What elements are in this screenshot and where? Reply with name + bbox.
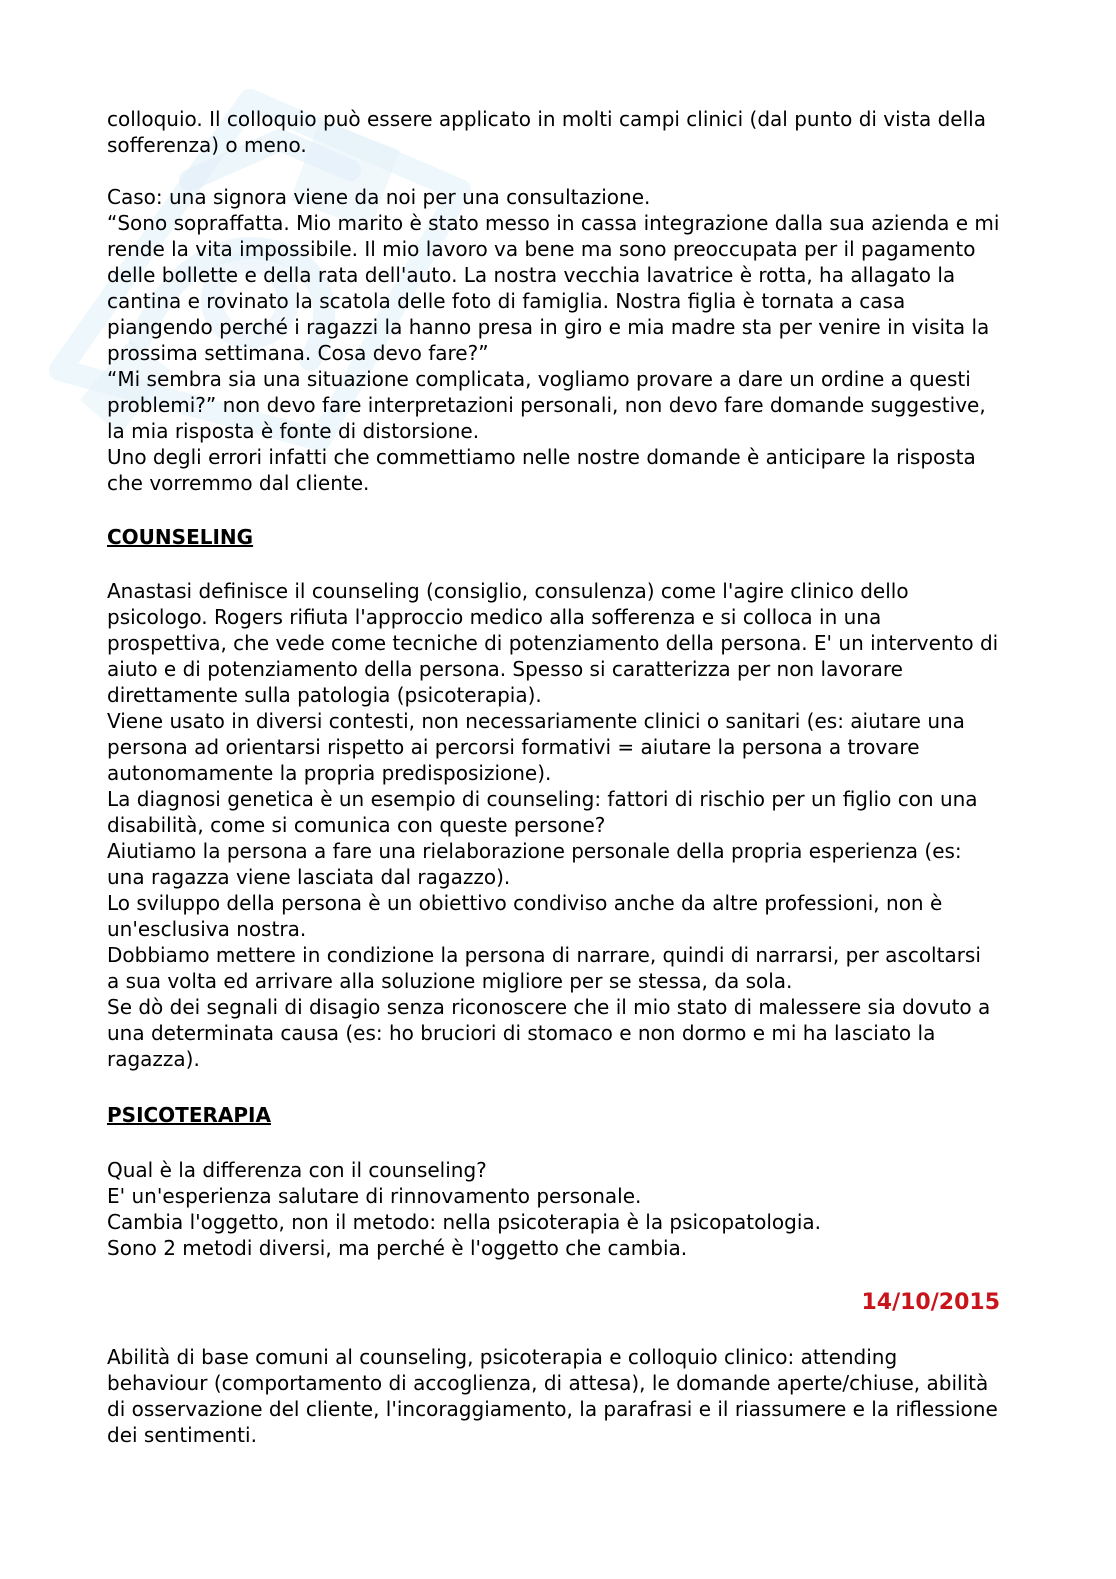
section-heading-psicoterapia: PSICOTERAPIA xyxy=(107,1103,271,1127)
text-line: Abilità di base comuni al counseling, psicoterapia e colloquio clinico: attending xyxy=(107,1345,898,1369)
section-heading-counseling: COUNSELING xyxy=(107,525,254,549)
text-line: piangendo perché i ragazzi la hanno presa in giro e mia madre sta per venire in visita la xyxy=(107,315,990,339)
counseling-paragraph xyxy=(107,578,1000,1072)
text-line: delle bollette e della rata dell'auto. La nostra vecchia lavatrice è rotta, ha allagato la xyxy=(107,263,956,287)
psicoterapia-paragraph xyxy=(107,1157,1000,1261)
text-line: di osservazione del cliente, l'incoraggiamento, la parafrasi e il riassumere e la riflessione xyxy=(107,1397,998,1421)
text-line: direttamente sulla patologia (psicoterapia). xyxy=(107,683,542,707)
text-line: “Mi sembra sia una situazione complicata, vogliamo provare a dare un ordine a questi xyxy=(107,367,971,391)
text-line: colloquio. Il colloquio può essere applicato in molti campi clinici (dal punto di vista della xyxy=(107,107,986,131)
text-line: che vorremmo dal cliente. xyxy=(107,471,370,495)
text-line: Viene usato in diversi contesti, non necessariamente clinici o sanitari (es: aiutare una xyxy=(107,709,965,733)
text-line: cantina e rovinato la scatola delle foto di famiglia. Nostra figlia è tornata a casa xyxy=(107,289,906,313)
text-line: Sono 2 metodi diversi, ma perché è l'oggetto che cambia. xyxy=(107,1236,688,1260)
text-line: Anastasi definisce il counseling (consiglio, consulenza) come l'agire clinico dello xyxy=(107,579,909,603)
text-line: Lo sviluppo della persona è un obiettivo condiviso anche da altre professioni, non è xyxy=(107,891,943,915)
text-line: autonomamente la propria predisposizione). xyxy=(107,761,552,785)
text-line: Cambia l'oggetto, non il metodo: nella psicoterapia è la psicopatologia. xyxy=(107,1210,822,1234)
text-line: prospettiva, che vede come tecniche di potenziamento della persona. E' un intervento di xyxy=(107,631,999,655)
text-line: una determinata causa (es: ho bruciori di stomaco e non dormo e mi ha lasciato la xyxy=(107,1021,936,1045)
intro-paragraph xyxy=(107,106,1000,158)
text-line: psicologo. Rogers rifiuta l'approccio medico alla sofferenza e si colloca in una xyxy=(107,605,882,629)
text-line: La diagnosi genetica è un esempio di counseling: fattori di rischio per un figlio con una xyxy=(107,787,978,811)
text-line: Aiutiamo la persona a fare una rielaborazione personale della propria esperienza (es: xyxy=(107,839,962,863)
text-line: sofferenza) o meno. xyxy=(107,133,307,157)
text-line: problemi?” non devo fare interpretazioni personali, non devo fare domande suggestive, xyxy=(107,393,986,417)
text-line: Dobbiamo mettere in condizione la persona di narrare, quindi di narrarsi, per ascoltarsi xyxy=(107,943,981,967)
text-line: una ragazza viene lasciata dal ragazzo). xyxy=(107,865,511,889)
text-line: behaviour (comportamento di accoglienza, di attesa), le domande aperte/chiuse, abilità xyxy=(107,1371,989,1395)
text-line: “Sono sopraffatta. Mio marito è stato messo in cassa integrazione dalla sua azienda e mi xyxy=(107,211,1000,235)
skills-paragraph xyxy=(107,1344,1000,1448)
text-line: a sua volta ed arrivare alla soluzione migliore per se stessa, da sola. xyxy=(107,969,793,993)
text-line: Caso: una signora viene da noi per una consultazione. xyxy=(107,185,651,209)
text-line: Uno degli errori infatti che commettiamo nelle nostre domande è anticipare la risposta xyxy=(107,445,976,469)
text-line: E' un'esperienza salutare di rinnovamento personale. xyxy=(107,1184,642,1208)
text-line: persona ad orientarsi rispetto ai percorsi formativi = aiutare la persona a trovare xyxy=(107,735,920,759)
document-content xyxy=(107,106,1000,1448)
text-line: Qual è la differenza con il counseling? xyxy=(107,1158,487,1182)
text-line: la mia risposta è fonte di distorsione. xyxy=(107,419,480,443)
text-line: aiuto e di potenziamento della persona. Spesso si caratterizza per non lavorare xyxy=(107,657,903,681)
text-line: dei sentimenti. xyxy=(107,1423,257,1447)
text-line: disabilità, come si comunica con queste persone? xyxy=(107,813,606,837)
text-line: prossima settimana. Cosa devo fare?” xyxy=(107,341,489,365)
text-line: ragazza). xyxy=(107,1047,200,1071)
text-line: un'esclusiva nostra. xyxy=(107,917,307,941)
text-line: Se dò dei segnali di disagio senza riconoscere che il mio stato di malessere sia dovuto a xyxy=(107,995,991,1019)
text-line: rende la vita impossibile. Il mio lavoro va bene ma sono preoccupata per il pagamento xyxy=(107,237,976,261)
lecture-date: 14/10/2015 xyxy=(861,1290,1000,1315)
case-paragraph xyxy=(107,184,1000,496)
